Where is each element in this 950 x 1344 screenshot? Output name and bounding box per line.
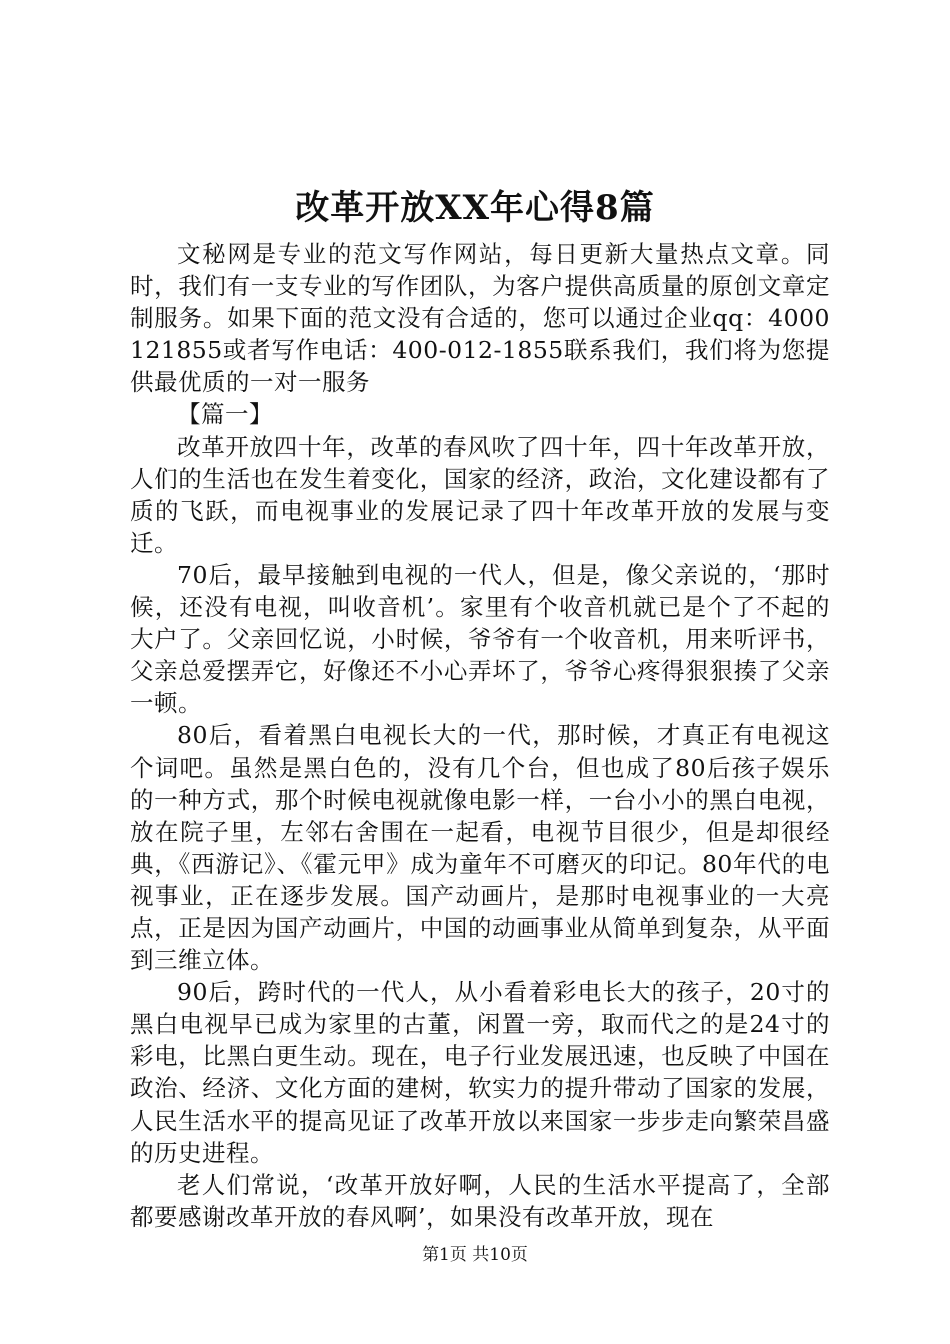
body-paragraph: 70后，最早接触到电视的一代人，但是，像父亲说的，‘那时候，还没有电视，叫收音机’。家里有个收音机就已是个了不起的大户了。父亲回忆说，小时候，爷爷有一个收音机，用来听评书，父亲总爱摆弄它，好像还不小心弄坏了，爷爷心疼得狠狠揍了父亲一顿。 xyxy=(130,560,830,718)
intro-paragraph: 文秘网是专业的范文写作网站，每日更新大量热点文章。同时，我们有一支专业的写作团队，为客户提供高质量的原创文章定制服务。如果下面的范文没有合适的，您可以通过企业qq：4000121855或者写作电话：400-012-1855联系我们，我们将为您提供最优质的一对一服务 xyxy=(130,240,830,397)
section-heading: 【篇一】 xyxy=(177,400,273,429)
document-title: 改革开放XX年心得8篇 xyxy=(295,188,655,228)
body-paragraph: 90后，跨时代的一代人，从小看着彩电长大的孩子，20寸的黑白电视早已成为家里的古董，闲置一旁，取而代之的是24寸的彩电，比黑白更生动。现在，电子行业发展迅速，也反映了中国在政治、经济、文化方面的建树，软实力的提升带动了国家的发展，人民生活水平的提高见证了改革开放以来国家一步步走向繁荣昌盛的历史进程。 xyxy=(130,978,830,1167)
page-number-footer: 第1页 共10页 xyxy=(422,1245,528,1265)
body-paragraph: 老人们常说，‘改革开放好啊，人民的生活水平提高了，全部都要感谢改革开放的春风啊’，如果没有改革开放，现在 xyxy=(130,1170,830,1231)
body-paragraph: 80后，看着黑白电视长大的一代，那时候，才真正有电视这个词吧。虽然是黑白色的，没有几个台，但也成了80后孩子娱乐的一种方式，那个时候电视就像电影一样，一台小小的黑白电视，放在院子里，左邻右舍围在一起看，电视节目很少，但是却很经典，《西游记》、《霍元甲》成为童年不可磨灭的印记。80年代的电视事业，正在逐步发展。国产动画片，是那时电视事业的一大亮点，正是因为国产动画片，中国的动画事业从简单到复杂，从平面到三维立体。 xyxy=(130,721,830,975)
document-body xyxy=(130,238,830,1233)
body-paragraph: 改革开放四十年，改革的春风吹了四十年，四十年改革开放，人们的生活也在发生着变化，国家的经济，政治，文化建设都有了质的飞跃，而电视事业的发展记录了四十年改革开放的发展与变迁。 xyxy=(130,432,830,557)
